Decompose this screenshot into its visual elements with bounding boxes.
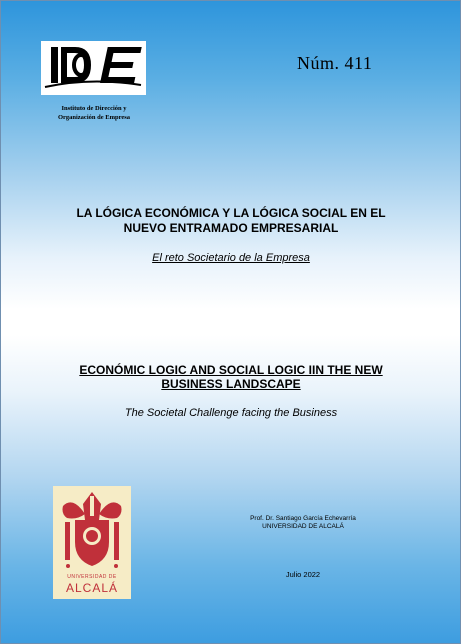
issue-number: Núm. 411 [297, 53, 373, 73]
author-affiliation: UNIVERSIDAD DE ALCALÁ [262, 523, 344, 530]
english-title-line-1: ECONÓMIC LOGIC AND SOCIAL LOGIC IIN THE NEW [79, 363, 383, 377]
author-name: Prof. Dr. Santiago García Echevarría [250, 515, 356, 522]
idoe-logo [41, 41, 146, 95]
english-title [41, 363, 421, 391]
spanish-subtitle: El reto Societario de la Empresa [152, 252, 310, 264]
english-title-line-2: BUSINESS LANDSCAPE [161, 377, 301, 391]
publication-date: Julio 2022 [285, 570, 321, 579]
institute-name [39, 104, 149, 122]
spanish-title-line-1: LA LÓGICA ECONÓMICA Y LA LÓGICA SOCIAL EN EL [76, 206, 386, 220]
spanish-title [41, 206, 421, 236]
english-subtitle: The Societal Challenge facing the Business [124, 407, 338, 419]
author-block [213, 515, 393, 531]
university-crest [53, 486, 131, 599]
seal-text-bottom: ALCALÁ [65, 581, 119, 595]
spanish-title-line-2: NUEVO ENTRAMADO EMPRESARIAL [123, 221, 339, 235]
institute-line-2: Organización de Empresa [57, 114, 131, 121]
seal-text-top: UNIVERSIDAD DE [67, 574, 117, 580]
institute-line-1: Instituto de Dirección y [61, 105, 127, 112]
